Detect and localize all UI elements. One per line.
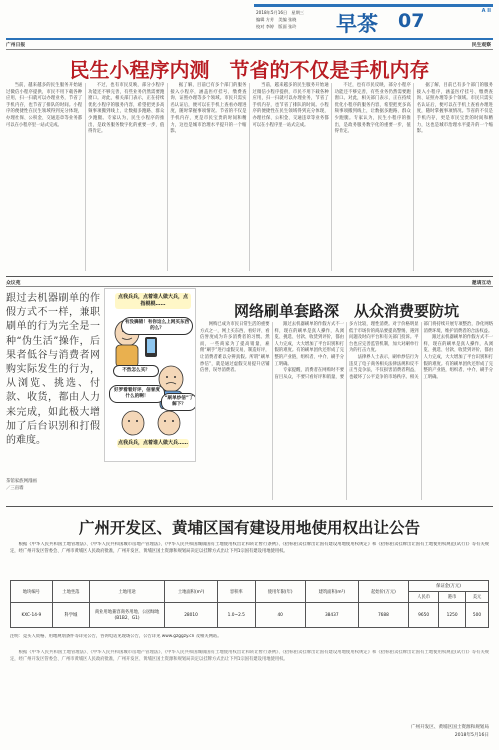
speech-bubble-4: “刷单炒信”了解下？ [161,393,196,411]
top-article-body [6,83,493,271]
top-section-rule [6,49,493,50]
table-header: 土地用途 [90,581,165,603]
middle-paragraph: 跟过去机器刷单的作假方式不一样，现在的刷单是真人操作，从浏览、挑选、付款、收货到评价，都由人力完成，大大增加了平台识别和打假的难度。有的刷单团伙还形成了完整的产业链，组织者、中介、刷手分工明确。 [274,322,344,367]
table-header: 使用年限(年) [255,581,305,603]
table-cell: 科学城 [52,603,89,628]
table-row [11,603,489,628]
middle-paragraph: 专家提醒，消费者在网购时不要盲目从众，不要只看好评和销量，要多方比较，理性消费。对于价格明显低于市场价的商品要提高警惕，遇到问题及时向平台和有关部门投诉。平台也应完善监管机制，加大对刷单行为的打击力度。 [274,322,419,380]
middle-section-label-left: 众议苑 [6,281,21,286]
notice-footnote-repeat: 根据《中华人民共和国土地管理法》、《中华人民共和国城市房地产管理法》、《中华人民共和国城镇国有土地使用权出让和转让暂行条例》、《招标拍卖挂牌出让国有建设用地使用权规定》和《招标拍卖挂牌出让国有土地使用权规范(试行)》等有关规定，经广州开发区管委会、广州市黄埔区人民政府批准，广州开发区、黄埔区国土资源和规划局决定以挂牌方式出让下列1宗国有建设用地使用权。 [10,650,489,662]
table-cell: 500 [466,603,489,628]
top-section-label-right: 民生观察 [471,43,491,48]
middle-paragraph: 网购已成为市民日常生活的重要方式之一，网上买东西，看好评、看信誉度成为许多消费者的习惯。然而，一些商家为了提高销量，雇佣“刷手”进行虚假交易，制造好评，让消费者难以分辨真假。所谓“刷单炒信”，就是通过虚假交易提升店铺信誉，误导消费者。 [200,322,270,374]
notice-intro: 根据《中华人民共和国土地管理法》、《中华人民共和国城市房地产管理法》、《中华人民共和国城镇国有土地使用权出让和转让暂行条例》、《招标拍卖挂牌出让国有建设用地使用权规定》和《招标拍卖挂牌出让国有土地使用权规范(试行)》等有关规定，经广州开发区管委会、广州市黄埔区人民政府批准，广州开发区、黄埔区国土资源和规划局决定以挂牌方式出让下列1宗国有建设用地使用权。 [10,542,489,554]
middle-paragraph: 跟过去机器刷单的作假方式不一样，现在的刷单是真人操作，从浏览、挑选、付款、收货到评价，都由人力完成，大大增加了平台识别和打假的难度。有的刷单团伙还形成了完整的产业链，组织者、中介、刷手分工明确。 [423,335,493,380]
page-number: 07 [398,10,425,32]
table-header: 土地面积(m²) [165,581,218,603]
notice-headline: 广州开发区、黄埔区国有建设用地使用权出让公告 [78,519,420,537]
table-cell: 38437 [305,603,358,628]
notice-signoff-org: 广州开发区、黄埔区国土资源和规划局 [410,725,489,730]
table-header: 起始价(万元) [358,581,408,603]
speech-bubble-2: 不然怎么买？ [113,365,159,377]
notice-signoff-date: 2018年5月16日 [454,733,489,738]
section-name: 早茶 [336,11,378,36]
middle-paragraph: 法律界人士表示，刷单炒信行为违反了电子商务相关法律法规和反不正当竞争法，不仅损害消费者利益，也破坏了公平竞争的市场秩序。相关部门将持续开展专项整治，净化网络消费环境，维护消费者的合法权益。 [349,322,493,380]
notice-box [6,512,493,744]
middle-section-bottom-rule [6,506,493,507]
table-header: 地块编号 [11,581,53,603]
cartoon-author-name: ／三亩墙 [6,486,24,491]
top-section-label-left: 广州日报 [6,43,26,48]
cartoon-author: 茶馆家族网漫画 [6,479,37,484]
cartoon [104,288,196,462]
cartoon-caption-top: 点我兵兵，点着谁人做大兵，点指棍棍…… [115,293,191,309]
table-subheader: 港币 [439,592,466,603]
top-headline: 民生小程序内测 节省的不仅是手机内存 [69,58,430,82]
top-paragraph: 不过，也有市民反映，部分小程序功能还不够完善，有些业务仍然需要跑窗口。对此，相关部门表示，正在持续优化小程序的服务内容，希望把更多高频事项搬到线上，让数据多跑路、群众少跑腿。专家认为，民生小程序的推出，是政务服务数字化的重要一步，值得肯定。 [88,83,165,135]
table-cell: 40 [255,603,305,628]
masthead [6,4,493,38]
cartoon-figure-bottom [109,407,193,441]
masthead-editor: 编辑 方芳 美编 张晓 [256,17,297,22]
masthead-proof: 校对 李婷 版面 张玲 [256,24,297,29]
table-cell: KXC-14-9 [11,603,53,628]
middle-article-body [200,322,493,500]
top-paragraph: 不过，也有市民反映，部分小程序功能还不够完善，有些业务仍然需要跑窗口。对此，相关部门表示，正在持续优化小程序的服务内容，希望把更多高频事项搬到线上，让数据多跑路、群众少跑腿。专家认为，民生小程序的推出，是政务服务数字化的重要一步，值得肯定。 [334,83,411,135]
top-paragraph: 当前，越来越多的民生服务开始通过微信小程序提供，市民不用下载各种应用，扫一扫就可以办理业务，节省了手机内存，也节省了排队的时间。小程序的便捷性在民生领域得到充分体现，办理社保、公积金、交通违章等业务都可以在小程序里一站式完成。 [252,83,329,128]
middle-left-column: 跟过去机器刷单的作假方式不一样，兼职刷单的行为完全是一种“伪生活”操作，后果者低谷与消费者网购实际发生的行为，从浏览、挑选、付款、收货，都由人力来完成，如此极大增加了后台识别和打假的难度。 [6,293,100,447]
masthead-rule [6,38,493,40]
table-cell: 商业用地兼容商务用地、公园绿地(B1B2、G1) [90,603,165,628]
table-header: 建筑面积(m²) [305,581,358,603]
masthead-banner-right: A II [481,8,491,14]
table-cell: 7688 [358,603,408,628]
masthead-date: 2018年5月16日 星期三 [256,10,304,15]
table-header: 保证金(万元) [409,581,489,592]
top-section-bottom-rule [6,276,493,277]
speech-bubble-3: 好罗看看好评，信誉度什么的啊！ [109,385,165,403]
table-subheader: 美元 [466,592,489,603]
table-header: 土地坐落 [52,581,89,603]
middle-headline: 网络刷单套路深 从众消费要防坑 [233,302,459,320]
masthead-banner [254,4,493,7]
land-table [10,580,489,628]
middle-section-label-right: 邀请互动 [471,281,491,286]
top-paragraph: 当前，越来越多的民生服务开始通过微信小程序提供，市民不用下载各种应用，扫一扫就可以办理业务，节省了手机内存，也节省了排队的时间。小程序的便捷性在民生领域得到充分体现，办理社保、公积金、交通违章等业务都可以在小程序里一站式完成。 [6,83,83,128]
speech-bubble-1: 有没搞错！有你这么上网买东西的么？ [121,317,193,335]
table-cell: 1250 [439,603,466,628]
top-paragraph: 据了解，目前已有多个部门的服务接入小程序，涵盖医疗挂号、缴费查询、证照办理等多个领域。市民只需实名认证后，便可以在手机上查看办理进度，随时掌握事项情况。节省的不仅是手机内存，更是市民宝贵的时间和精力，这也是城市治理水平提升的一个缩影。 [170,83,247,135]
cartoon-caption-bottom: 点我兵兵，点着谁人做大兵…… [118,440,189,446]
table-subheader: 人民币 [409,592,439,603]
middle-section-rule [6,286,493,287]
notice-footnote: 注明：竞买人资格、用地规划条件等详见公告，咨询电话见现场公告，公告详见 www.gzggzy.cn 及相关网站。 [10,634,222,639]
table-cell: 9650 [409,603,439,628]
table-header: 容积率 [218,581,256,603]
table-cell: 1.0~2.5 [218,603,256,628]
table-cell: 28010 [165,603,218,628]
top-paragraph: 据了解，目前已有多个部门的服务接入小程序，涵盖医疗挂号、缴费查询、证照办理等多个领域。市民只需实名认证后，便可以在手机上查看办理进度，随时掌握事项情况。节省的不仅是手机内存，更是市民宝贵的时间和精力，这也是城市治理水平提升的一个缩影。 [416,83,493,135]
